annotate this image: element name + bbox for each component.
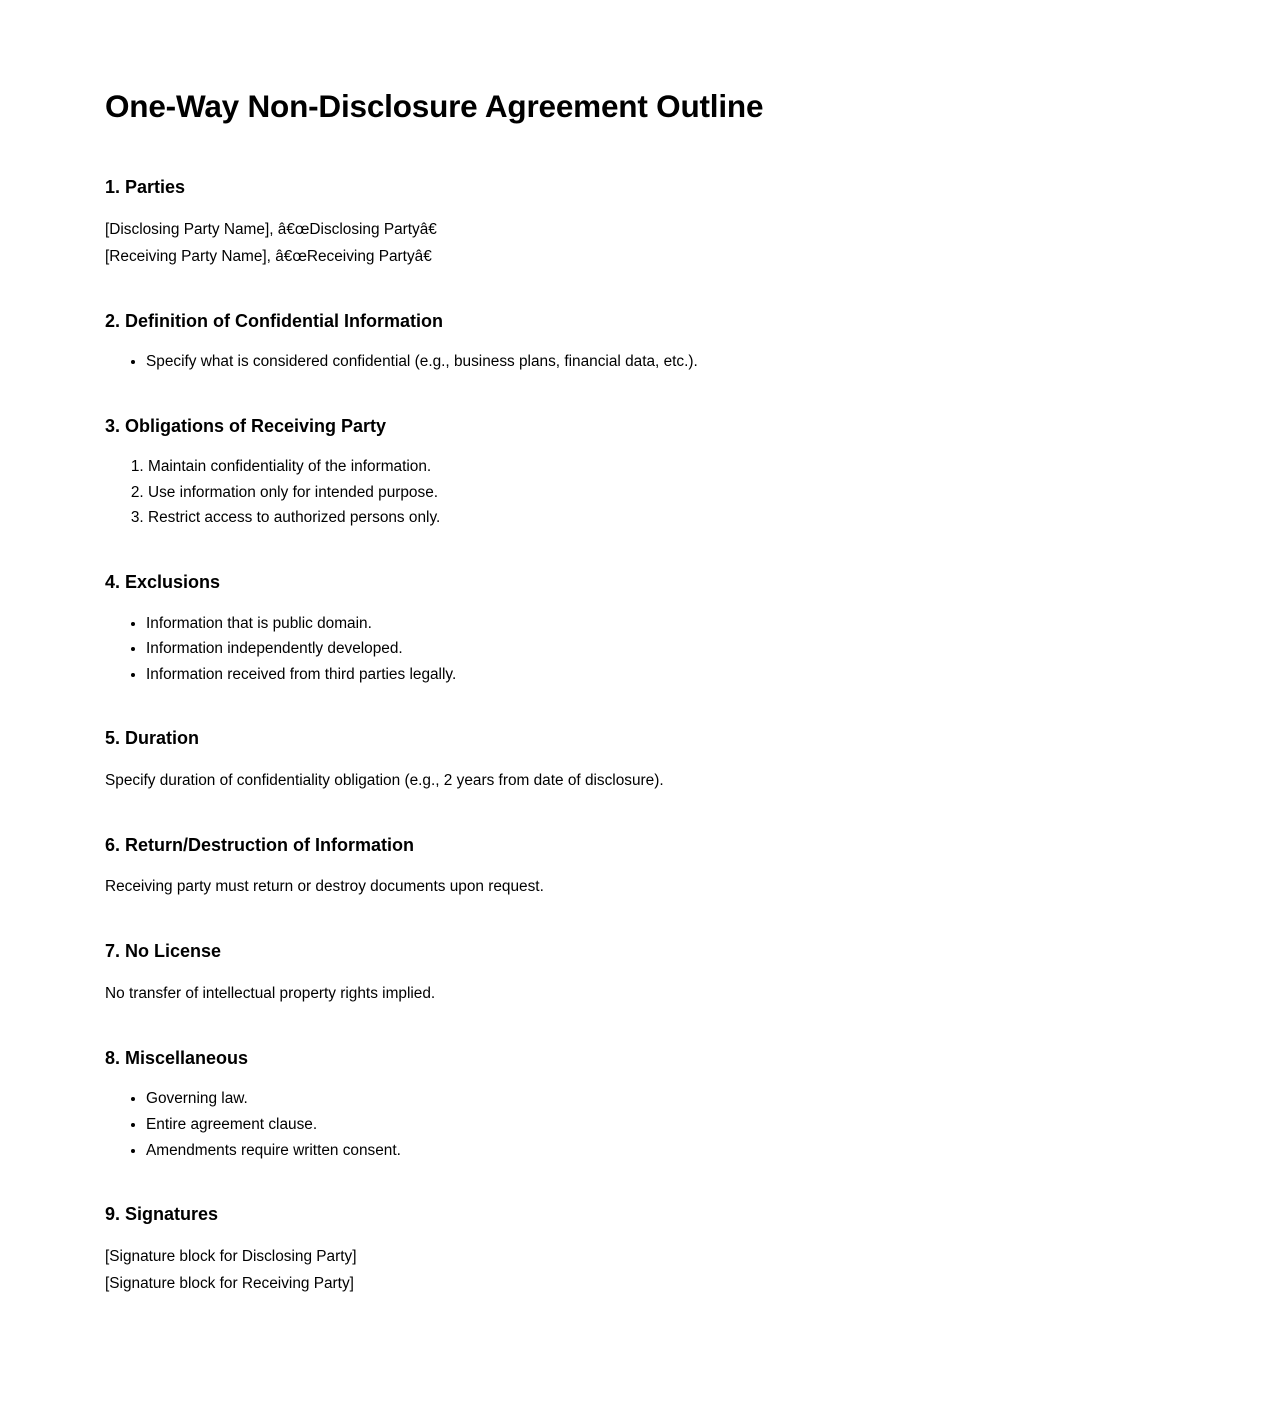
exclusions-bullet-list	[105, 611, 1158, 688]
list-item: 2. Use information only for intended purpose.	[148, 480, 1158, 506]
list-item: • Amendments require written consent.	[146, 1138, 1158, 1164]
list-item: • Information that is public domain.	[146, 611, 1158, 637]
duration-paragraph: Specify duration of confidentiality obligation (e.g., 2 years from date of disclosure).	[105, 771, 664, 789]
section-heading-return-destruction: 6. Return/Destruction of Information	[105, 834, 415, 855]
section-miscellaneous	[105, 1047, 1158, 1163]
section-heading-miscellaneous: 8. Miscellaneous	[105, 1047, 249, 1068]
parties-paragraph	[105, 216, 1158, 270]
section-heading-no-license: 7. No License	[105, 941, 222, 962]
section-heading-obligations: 3. Obligations of Receiving Party	[105, 415, 387, 436]
section-no-license	[105, 940, 1158, 1007]
list-item: • Information received from third parties legally.	[146, 662, 1158, 688]
section-return-destruction	[105, 834, 1158, 901]
list-item: • Specify what is considered confidential (e.g., business plans, financial data, etc.).	[146, 349, 1158, 375]
section-heading-definition: 2. Definition of Confidential Information	[105, 310, 443, 331]
receiving-party-line: [Receiving Party Name], â€œReceiving Partyâ€	[105, 247, 442, 265]
miscellaneous-bullet-list	[105, 1086, 1158, 1163]
section-heading-duration: 5. Duration	[105, 728, 200, 749]
signatures-paragraph	[105, 1243, 1158, 1297]
signature-block-disclosing: [Signature block for Disclosing Party]	[105, 1247, 357, 1265]
disclosing-party-line: [Disclosing Party Name], â€œDisclosing Partyâ€	[105, 220, 447, 238]
section-heading-signatures: 9. Signatures	[105, 1204, 219, 1225]
section-heading-parties: 1. Parties	[105, 177, 186, 198]
obligations-number-list	[105, 454, 1158, 531]
section-duration	[105, 727, 1158, 794]
return-destruction-paragraph: Receiving party must return or destroy documents upon request.	[105, 878, 544, 896]
page-title: One-Way Non-Disclosure Agreement Outline	[105, 88, 764, 124]
section-definition	[105, 310, 1158, 375]
list-item: • Information independently developed.	[146, 636, 1158, 662]
list-item: • Entire agreement clause.	[146, 1112, 1158, 1138]
section-signatures	[105, 1203, 1158, 1297]
list-item: 3. Restrict access to authorized persons only.	[148, 505, 1158, 531]
no-license-paragraph: No transfer of intellectual property rights implied.	[105, 984, 436, 1002]
section-heading-exclusions: 4. Exclusions	[105, 572, 221, 593]
definition-bullet-list	[105, 349, 1158, 375]
signature-block-receiving: [Signature block for Receiving Party]	[105, 1274, 354, 1292]
section-exclusions	[105, 571, 1158, 687]
section-obligations	[105, 415, 1158, 531]
list-item: 1. Maintain confidentiality of the information.	[148, 454, 1158, 480]
section-parties	[105, 176, 1158, 270]
list-item: • Governing law.	[146, 1086, 1158, 1112]
